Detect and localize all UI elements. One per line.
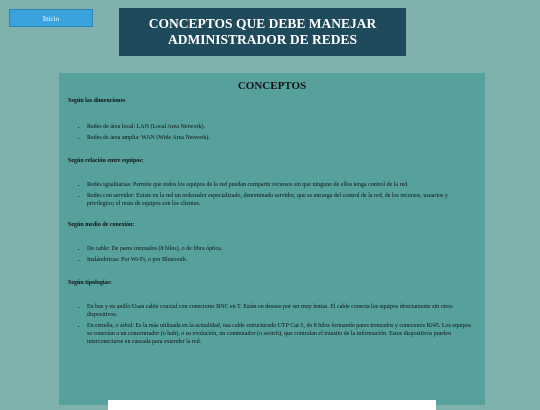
- panel-title: CONCEPTOS: [237, 80, 307, 92]
- page-title-line-1: CONCEPTOS QUE DEBE MANEJAR: [148, 16, 377, 31]
- content-box: [108, 400, 436, 410]
- list-item: • Redes de área local: LAN (Local Area Network).: [87, 123, 476, 131]
- section-title-relation: Según relación entre equipos:: [68, 158, 144, 164]
- list-connection: [68, 245, 476, 264]
- section-title-topology: Según tipologías:: [68, 280, 112, 286]
- home-button[interactable]: Inicio: [9, 9, 93, 27]
- list-item: • Redes igualitarias: Permite que todos los equipos de la red puedan compartir recursos sin que ninguno de ellos tenga control de la red.: [87, 181, 476, 189]
- list-item: • Redes con servidor: Existe en la red un ordenador especializado, denominado servidor, que se encarga del control de la red, de los recursos, usuarios y privilegios; el resto de equipos son los clientes.: [87, 192, 476, 208]
- list-item: • Redes de área amplia: WAN (Wide Area Network).: [87, 134, 476, 142]
- section-title-connection: Según medio de conexión:: [68, 222, 135, 228]
- page-title-line-2: ADMINISTRADOR DE REDES: [167, 32, 358, 47]
- list-relation: [68, 181, 476, 208]
- list-item: • Inalámbricas: Por Wi-Fi, o por Bluetooth.: [87, 256, 476, 264]
- section-title-dimensions: Según las dimenciones: [68, 98, 126, 104]
- list-topology: [68, 303, 476, 346]
- list-item: • De cable: De pares trenzados (8 hilos), o de fibra óptica.: [87, 245, 476, 253]
- list-dimensions: [68, 123, 476, 142]
- list-item: • En estrella, o árbol: Es la más utilizada en la actualidad, usa cable estructurado UTP Cat-5, de 8 hilos formando pares trenzados y conectores RJ45. Los equipos se conectan a un concentrador (o hub), o su evolución, un conmutador (o switch), que controlan el tránsito de la información. Estos dispositivos pueden interconectarse en cascada para extender la red.: [87, 322, 476, 346]
- list-item: • En bus y en anillo:Usan cable coaxial con conectores BNC en T. Están en desuso por ser muy lentas. El cable conecta los equipos directamente sin otros dispositivos.: [87, 303, 476, 319]
- page-header: [119, 8, 406, 56]
- concepts-panel: [59, 73, 485, 405]
